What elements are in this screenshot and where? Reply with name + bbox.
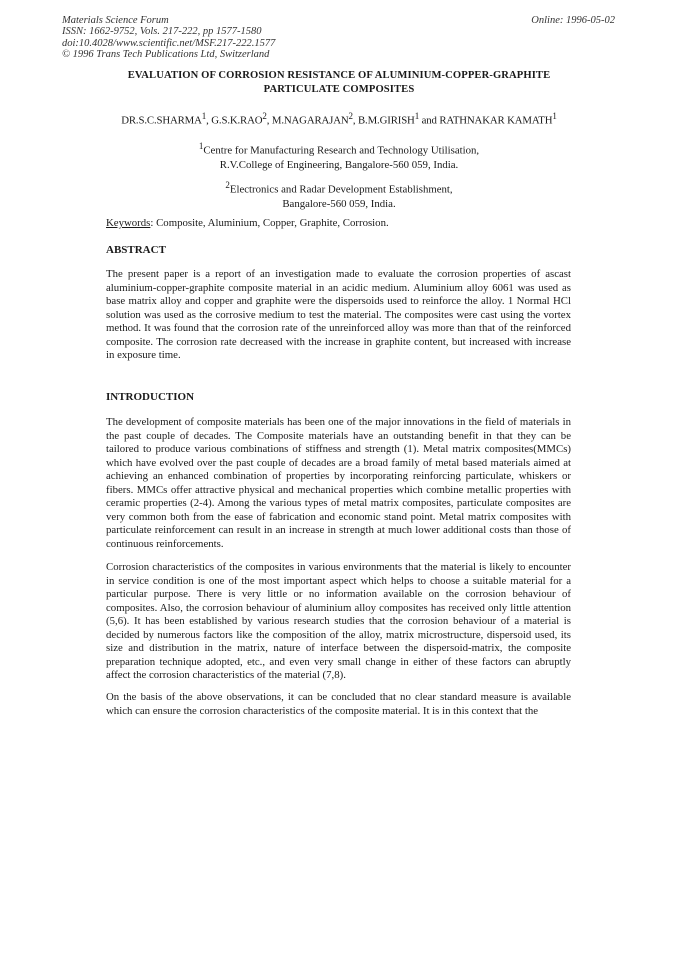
intro-paragraph-1: The development of composite materials has been one of the major innovations in the field of materials in the past couple of decades. The Composite materials have an outstanding benefit in that they can be tailored to produce various combinations of stiffness and strength (1). Metal matrix composites(MMCs) which have evolved over the past couple of decades are a broad family of metal based materials aimed at achieving an enhanced combination of properties by incorporating reinforcing particulate, whiskers or fibers. MMCs offer attractive physical and mechanical properties which combine metallic properties with ceramic properties (2-4). Among the various types of metal matrix composites, particulate composites are very common both from the ease of fabrication and economic stand point. Metal matrix composites with particulate reinforcement can result in an increase in strength at much lower additional costs than those of continuous reinforcements. bbox=[106, 416, 571, 550]
affiliation-2 bbox=[140, 178, 538, 212]
affiliation-mark: 2 bbox=[262, 111, 267, 121]
author: DR.S.C.SHARMA bbox=[121, 114, 202, 127]
title-line-2: PARTICULATE COMPOSITES bbox=[263, 84, 415, 95]
affiliation-1 bbox=[140, 139, 538, 173]
author-separator: , bbox=[206, 114, 212, 127]
affiliation-mark: 1 bbox=[414, 111, 420, 121]
author: G.S.K.RAO bbox=[211, 114, 263, 127]
affiliation-mark: 1 bbox=[201, 111, 207, 121]
author: RATHNAKAR KAMATH bbox=[439, 114, 553, 127]
introduction-heading: INTRODUCTION bbox=[106, 391, 195, 403]
affiliation-line: Electronics and Radar Development Establishment, bbox=[229, 183, 453, 196]
paper-title bbox=[95, 69, 583, 97]
author-separator: and bbox=[419, 114, 440, 127]
keywords-label: Keywords bbox=[106, 217, 151, 229]
copyright-line: © 1996 Trans Tech Publications Ltd, Switzerland bbox=[62, 49, 270, 61]
affiliation-mark: 1 bbox=[198, 141, 204, 151]
keywords-text: : Composite, Aluminium, Copper, Graphite, Corrosion. bbox=[150, 217, 389, 229]
affiliation-line: R.V.College of Engineering, Bangalore-560 059, India. bbox=[219, 159, 459, 172]
title-line-1: EVALUATION OF CORROSION RESISTANCE OF ALUMINIUM-COPPER-GRAPHITE bbox=[127, 70, 551, 81]
issn-line: ISSN: 1662-9752, Vols. 217-222, pp 1577-1580 bbox=[62, 26, 262, 38]
author-separator: , bbox=[352, 114, 358, 127]
intro-paragraph-3: On the basis of the above observations, it can be concluded that no clear standard measure is available which can ensure the corrosion characteristics of the composite material. It is in this context that the bbox=[106, 691, 571, 717]
affiliation-line: Centre for Manufacturing Research and Technology Utilisation, bbox=[203, 144, 480, 157]
affiliation-mark: 2 bbox=[225, 180, 230, 190]
online-date: Online: 1996-05-02 bbox=[531, 15, 615, 26]
abstract-text: The present paper is a report of an investigation made to evaluate the corrosion properties of ascast aluminium-copper-graphite composite material in an acidic medium. Aluminium alloy 6061 was used as base matrix alloy and copper and graphite were the dispersoids used to reinforce the alloy. 1 Normal HCl solution was used as the corrosive medium to test the material. The composites were cast using the vortex method. It was found that the corrosion rate of the unreinforced alloy was more than that of the reinforced composite. The corrosion rate decreased with the increase in graphite content, but increased with increase in exposure time. bbox=[106, 268, 571, 362]
affiliation-line: Bangalore-560 059, India. bbox=[282, 198, 396, 211]
journal-header bbox=[62, 15, 275, 61]
author-list bbox=[80, 111, 598, 127]
affiliation-mark: 1 bbox=[552, 111, 557, 121]
abstract-heading: ABSTRACT bbox=[106, 244, 166, 256]
doi-line[interactable]: doi:10.4028/www.scientific.net/MSF.217-222.1577 bbox=[62, 37, 276, 49]
author: M.NAGARAJAN bbox=[271, 114, 349, 127]
journal-name: Materials Science Forum bbox=[62, 15, 169, 26]
intro-paragraph-2: Corrosion characteristics of the composites in various environments that the material is likely to encounter in service condition is one of the most important aspect which helps to choose a suitable material for a particular purpose. There is very little or no information available on the corrosion behaviour of composites. Also, the corrosion behaviour of aluminium alloy composites has received only little attention (5,6). It has been established by various research studies that the corrosion behaviour of a material is decided by numerous factors like the composition of the alloy, matrix microstructure, dispersoid used, its size and distribution in the matrix, nature of interface between the dispersoid-matrix, the composite preparation technique adopted, etc., and even very small change in either of these factors can abruptly affect the corrosion characteristics of the material (7,8). bbox=[106, 561, 571, 682]
keywords bbox=[106, 217, 389, 229]
affiliation-mark: 2 bbox=[348, 111, 353, 121]
author: B.M.GIRISH bbox=[358, 114, 415, 127]
author-separator: , bbox=[266, 114, 272, 127]
